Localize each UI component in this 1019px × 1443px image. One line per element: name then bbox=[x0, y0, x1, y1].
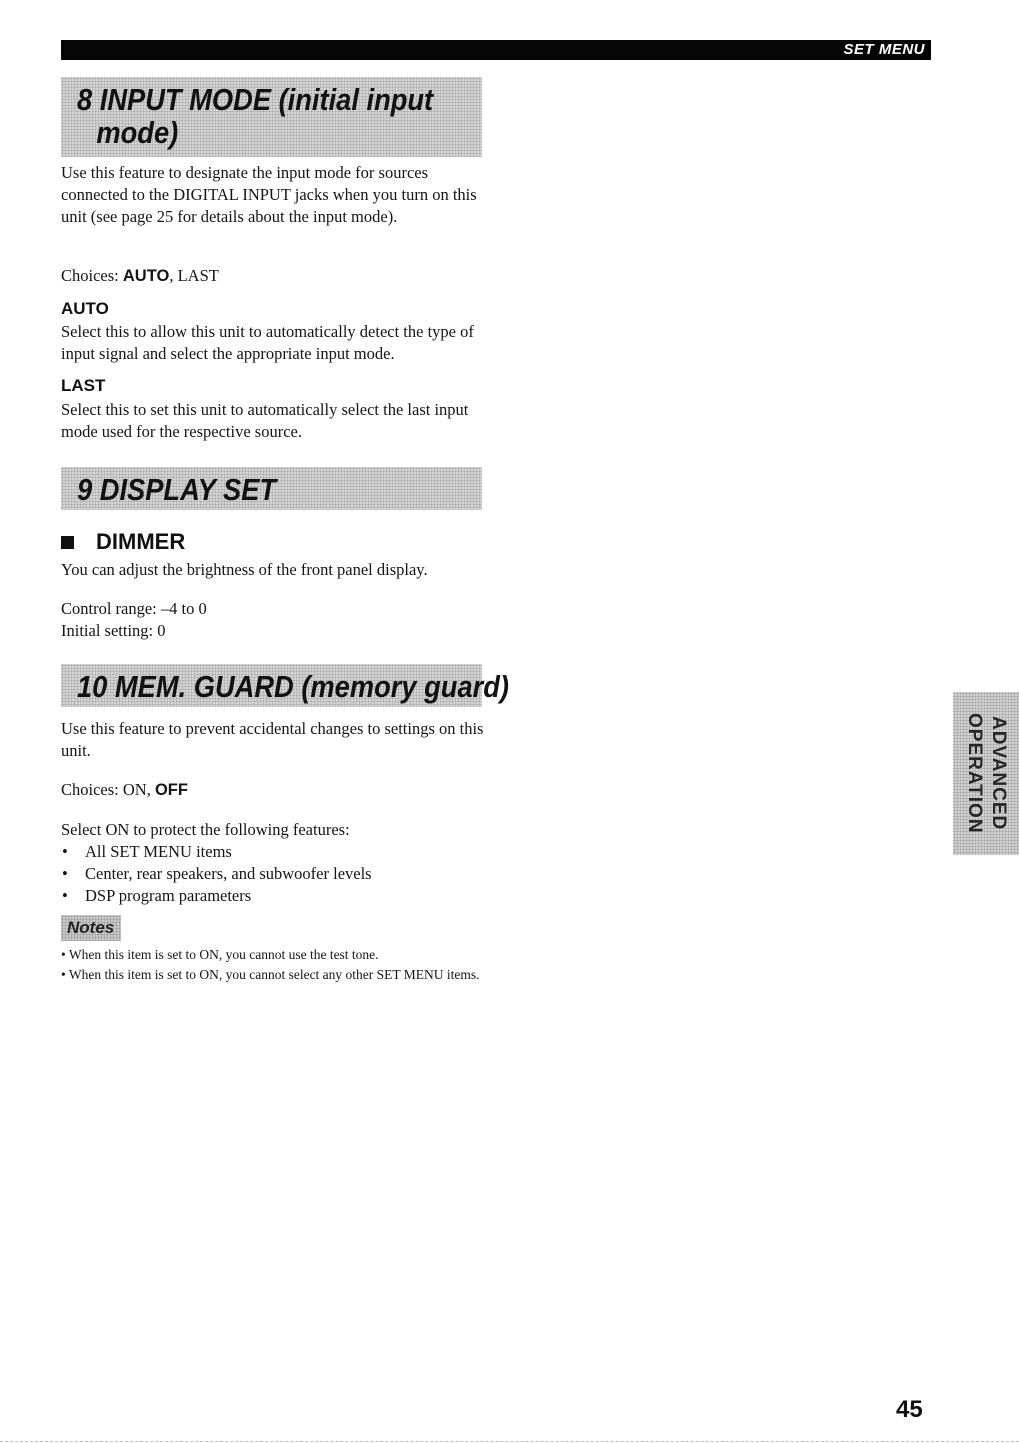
list-item: • DSP program parameters bbox=[61, 885, 491, 907]
header-bar bbox=[61, 40, 931, 60]
control-range: Control range: –4 to 0 bbox=[61, 599, 207, 618]
last-subheading: LAST bbox=[61, 376, 106, 395]
mem-guard-choices-prefix: Choices: ON, bbox=[61, 780, 155, 799]
mem-guard-description: Use this feature to prevent accidental changes to settings on this unit. bbox=[61, 719, 484, 760]
choices-prefix: Choices: bbox=[61, 266, 123, 285]
dimmer-title: DIMMER bbox=[96, 529, 186, 554]
mem-guard-choices bbox=[61, 779, 491, 801]
mem-guard-heading-text: 10 MEM. GUARD (memory guard) bbox=[77, 669, 509, 704]
choice-rest: , LAST bbox=[169, 266, 219, 285]
section-label: SET MENU bbox=[843, 41, 925, 58]
notes-label: Notes bbox=[61, 915, 121, 941]
choice-default: AUTO bbox=[122, 267, 170, 285]
page-number: 45 bbox=[896, 1396, 923, 1423]
side-tab-line1: ADVANCED bbox=[988, 716, 1009, 831]
auto-subheading: AUTO bbox=[61, 299, 109, 318]
protect-intro: Select ON to protect the following features: bbox=[61, 820, 350, 839]
side-tab-line2: OPERATION bbox=[964, 713, 985, 834]
note-item: • When this item is set to ON, you cannot select any other SET MENU items. bbox=[61, 967, 480, 982]
last-description: Select this to set this unit to automatically select the last input mode used for the respective source. bbox=[61, 400, 469, 441]
square-bullet-icon bbox=[61, 536, 74, 549]
bottom-divider bbox=[0, 1441, 1019, 1442]
input-mode-heading bbox=[61, 77, 482, 157]
mem-guard-heading bbox=[61, 664, 509, 707]
list-item: • All SET MENU items bbox=[61, 841, 491, 863]
input-mode-heading-line1: 8 INPUT MODE (initial input bbox=[77, 82, 434, 117]
list-item: • Center, rear speakers, and subwoofer levels bbox=[61, 863, 491, 885]
dimmer-description: You can adjust the brightness of the front panel display. bbox=[61, 560, 428, 579]
input-mode-description: Use this feature to designate the input mode for sources connected to the DIGITAL INPUT jacks when you turn on this unit (see page 25 for details about the input mode). bbox=[61, 163, 477, 226]
input-mode-heading-line2: mode) bbox=[96, 115, 179, 150]
mem-guard-choice-default: OFF bbox=[154, 781, 188, 799]
protected-features-list bbox=[61, 841, 491, 907]
auto-description: Select this to allow this unit to automatically detect the type of input signal and select the appropriate input mode. bbox=[61, 322, 474, 363]
dimmer-heading bbox=[61, 529, 185, 555]
display-set-heading bbox=[61, 467, 482, 510]
chapter-side-tab bbox=[953, 692, 1019, 855]
input-mode-choices bbox=[61, 265, 491, 287]
note-item: • When this item is set to ON, you cannot use the test tone. bbox=[61, 947, 379, 962]
initial-setting: Initial setting: 0 bbox=[61, 621, 166, 640]
display-set-heading-text: 9 DISPLAY SET bbox=[77, 472, 277, 507]
